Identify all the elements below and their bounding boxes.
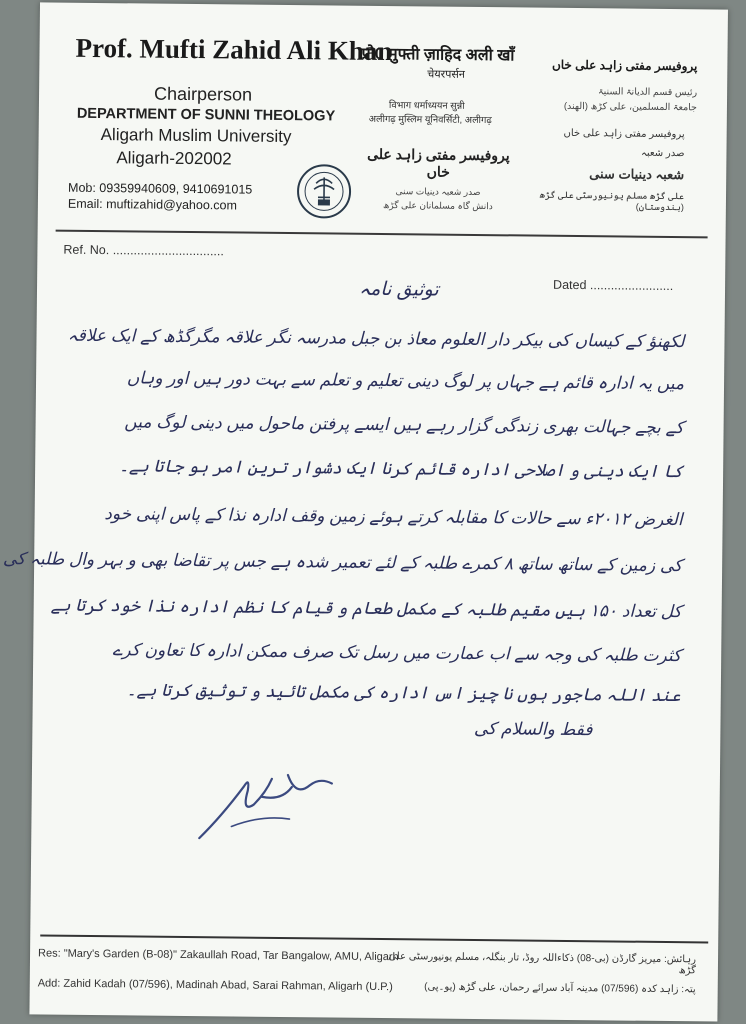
urdu-center-line-2: دانش گاہ مسلمانان علی گڑھ [382, 200, 493, 212]
mobile-numbers: Mob: 09359940609, 9410691015 [68, 180, 253, 197]
university-seal-icon [296, 163, 353, 220]
letter-line-3: کے بچے جہالت بھری زندگی گزار رہے ہیں ایسے پرفتن ماحول میں دینی لوگ میں [124, 412, 684, 438]
letter-line-1: لکھنؤ کے کیساں کی بیکر دار العلوم معاذ بن جبل مدرسہ نگر علاقہ مگرگڈھ کے ایک علاقہ [67, 325, 685, 352]
urdu-name-top: پروفیسر مفتی زاہد علی خاں [551, 57, 698, 74]
urdu-right-line-1: پروفیسر مفتی زاہد علی خاں [563, 127, 685, 141]
hindi-title: चेयरपर्सन [427, 68, 466, 81]
dated-field: Dated ........................ [553, 277, 674, 294]
urdu-right-line-3: شعبہ دینیات سنی [589, 166, 685, 183]
footer-residence-urdu: رہائش: میریز گارڈن (بی-08) ذکاءاللہ روڈ، تار بنگلہ، مسلم یونیورسٹی علی گڑھ [388, 951, 697, 977]
english-title: Chairperson [153, 83, 253, 105]
english-city: Aligarh-202002 [116, 148, 232, 169]
letter-line-6: کی زمین کے ساتھ ساتھ ۸ کمرے طلبہ کے لئے تعمیر شدہ ہے جس پر تقاضا بھی و بہر وال طلبہ کی [2, 549, 683, 576]
letterhead-page [2, 2, 728, 1021]
letter-line-7: کل تعداد ۱۵۰ ہیں مقیم طلبہ کے مکمل طعام و قیام کا نظم ادارہ نذا خود کرتا ہے [50, 595, 682, 622]
hindi-department: विभाग धर्माध्ययन सुन्नी [388, 100, 465, 112]
urdu-right-block [504, 127, 685, 213]
english-name: Prof. Mufti Zahid Ali Khan [75, 32, 393, 67]
urdu-center-line-1: صدر شعبہ دینیات سنی [395, 186, 481, 198]
letter-line-5: الغرض ۲۰۱۲ء سے حالات کا مقابلہ کرتے ہوئے زمین وقف ادارہ نذا کے پاس اپنی خود [104, 504, 683, 530]
footer-address-english: Add: Zahid Kadah (07/596), Madinah Abad, Sarai Rahman, Aligarh (U.P.) [37, 977, 393, 994]
english-department: DEPARTMENT OF SUNNI THEOLOGY [76, 105, 336, 125]
letter-line-4: کا ایک دینی و اصلاحی ادارہ قائم کرنا ایک دشوار ترین امر ہو جاتا ہے۔ [118, 456, 684, 482]
footer-address-urdu: پتہ: زاہد کدہ (07/596) مدینہ آباد سرائے رحمان، علی گڑھ (یو۔پی) [424, 981, 696, 996]
urdu-center-block [363, 146, 514, 216]
letter-line-9: عند اللہ ماجور ہوں نا چیز اس ادارہ کی مکمل تائید و توثیق کرتا ہے۔ [126, 680, 681, 706]
urdu-right-line-4: علی گڑھ مسلم یونیورسٹی علی گڑھ (ہندوستان) [539, 189, 685, 213]
signature-icon [191, 756, 342, 848]
header-divider [56, 230, 708, 239]
urdu-center-name: پروفیسر مفتی زاہد علی خاں [367, 145, 510, 180]
letter-closing: فقط والسلام کی [473, 718, 593, 740]
urdu-top-line-2: جامعۃ المسلمین، علی کڑھ (الھند) [563, 100, 698, 114]
english-university: Aligarh Muslim University [100, 125, 292, 147]
ref-number: Ref. No. ................................ [63, 242, 224, 259]
urdu-top-line-1: رئیس قسم الدیانۃ السنیۃ [598, 86, 698, 99]
footer-divider [40, 934, 708, 943]
letter-title: توثیق نامہ [358, 278, 439, 301]
urdu-right-line-2: صدر شعبہ [640, 147, 685, 160]
hindi-university: अलीगढ़ मुस्लिम यूनिवर्सिटी, अलीगढ़ [368, 113, 492, 127]
hindi-name: प्रो0 मुफ्ती ज़ाहिद अली खाँ [361, 45, 515, 65]
letter-line-8: کثرت طلبہ کی وجہ سے اب عمارت میں رسل تک صرف ممکن ادارہ کا تعاون کرے [112, 640, 682, 666]
footer-residence-english: Res: "Mary's Garden (B-08)" Zakaullah Road, Tar Bangalow, AMU, Aligarh [37, 947, 399, 964]
letter-line-2: میں یہ ادارہ قائم ہے جہاں پر لوگ دینی تعلیم و تعلم سے بہت دور ہیں اور وہاں [126, 368, 685, 394]
email-address: Email: muftizahid@yahoo.com [67, 196, 237, 213]
